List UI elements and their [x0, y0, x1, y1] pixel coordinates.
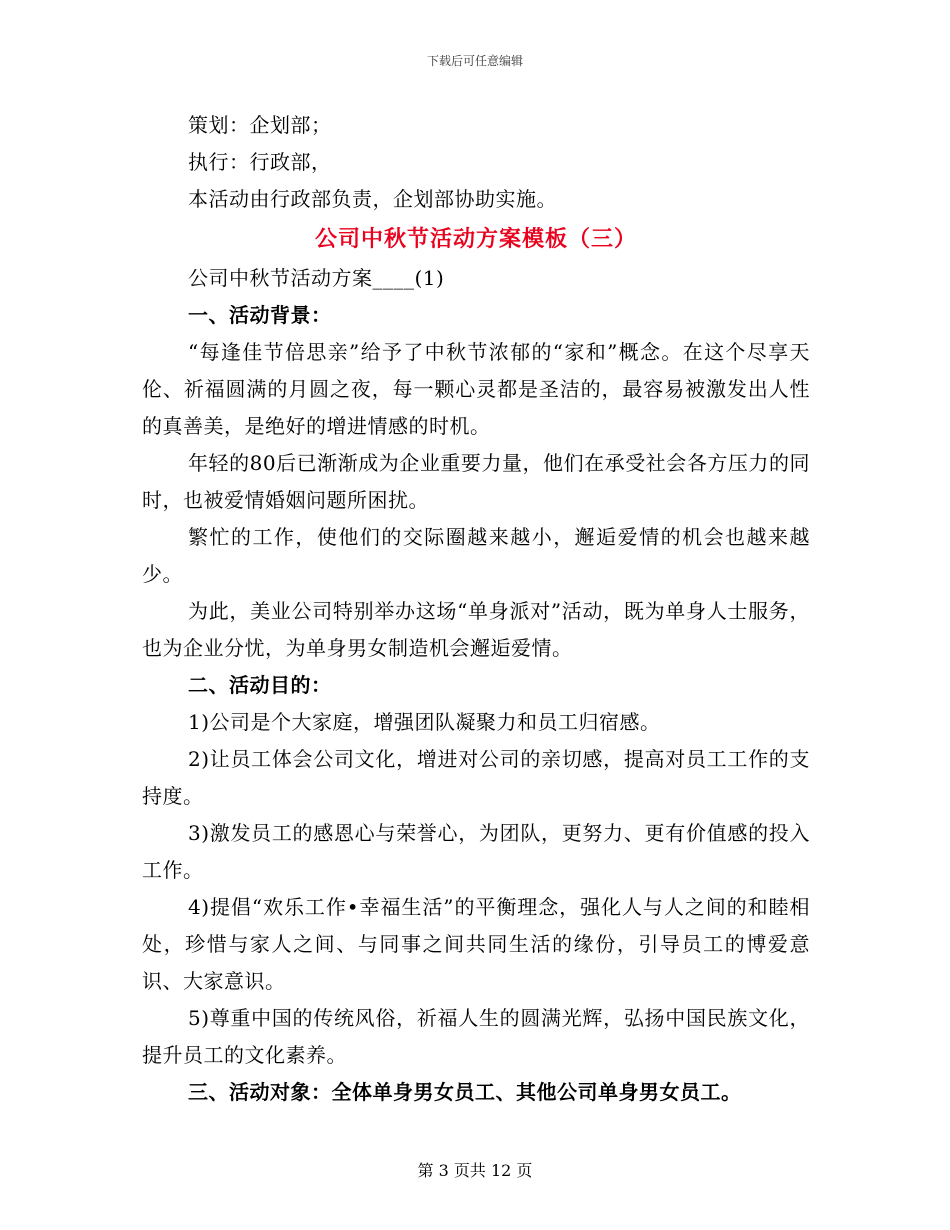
execution-line: 执行：行政部， [188, 150, 332, 174]
responsibility-line: 本活动由行政部负责，企划部协助实施。 [188, 187, 557, 211]
section-heading-background: 一、活动背景： [188, 303, 332, 327]
purpose-item: 1)公司是个大家庭，增强团队凝聚力和员工归宿感。 [188, 710, 661, 734]
section-heading-purpose: 二、活动目的： [188, 673, 332, 697]
purpose-item: 5)尊重中国的传统风俗，祈福人生的圆满光辉，弘扬中国民族文化，提升员工的文化素养。 [142, 1006, 810, 1067]
page-header: 下载后可任意编辑 [426, 54, 523, 68]
document-body [142, 107, 810, 1111]
purpose-item: 2)让员工体会公司文化，增进对公司的亲切感，提高对员工工作的支持度。 [142, 747, 810, 808]
background-paragraph: 年轻的80后已渐渐成为企业重要力量，他们在承受社会各方压力的同时，也被爱情婚姻问题所困扰。 [142, 451, 810, 512]
background-paragraph: 繁忙的工作，使他们的交际圈越来越小，邂逅爱情的机会也越来越少。 [142, 525, 810, 586]
section-heading-audience: 三、活动对象：全体单身男女员工、其他公司单身男女员工。 [188, 1080, 742, 1104]
purpose-item: 3)激发员工的感恩心与荣誉心，为团队，更努力、更有价值感的投入工作。 [142, 821, 810, 882]
background-paragraph: 为此，美业公司特别举办这场“单身派对”活动，既为单身人士服务，也为企业分忧，为单身男女制造机会邂逅爱情。 [142, 599, 810, 660]
planning-line: 策划：企划部； [188, 113, 332, 137]
document-subtitle: 公司中秋节活动方案____(1) [188, 266, 445, 290]
purpose-item: 4)提倡“欢乐工作•幸福生活”的平衡理念，强化人与人之间的和睦相处，珍惜与家人之间、与同事之间共同生活的缘份，引导员工的博爱意识、大家意识。 [142, 895, 810, 993]
background-paragraph: “每逢佳节倍思亲”给予了中秋节浓郁的“家和”概念。在这个尽享天伦、祈福圆满的月圆之夜，每一颗心灵都是圣洁的，最容易被激发出人性的真善美，是绝好的增进情感的时机。 [142, 340, 810, 438]
document-title: 公司中秋节活动方案模板（三） [314, 226, 637, 252]
page-footer: 第 3 页共 12 页 [417, 1161, 533, 1180]
